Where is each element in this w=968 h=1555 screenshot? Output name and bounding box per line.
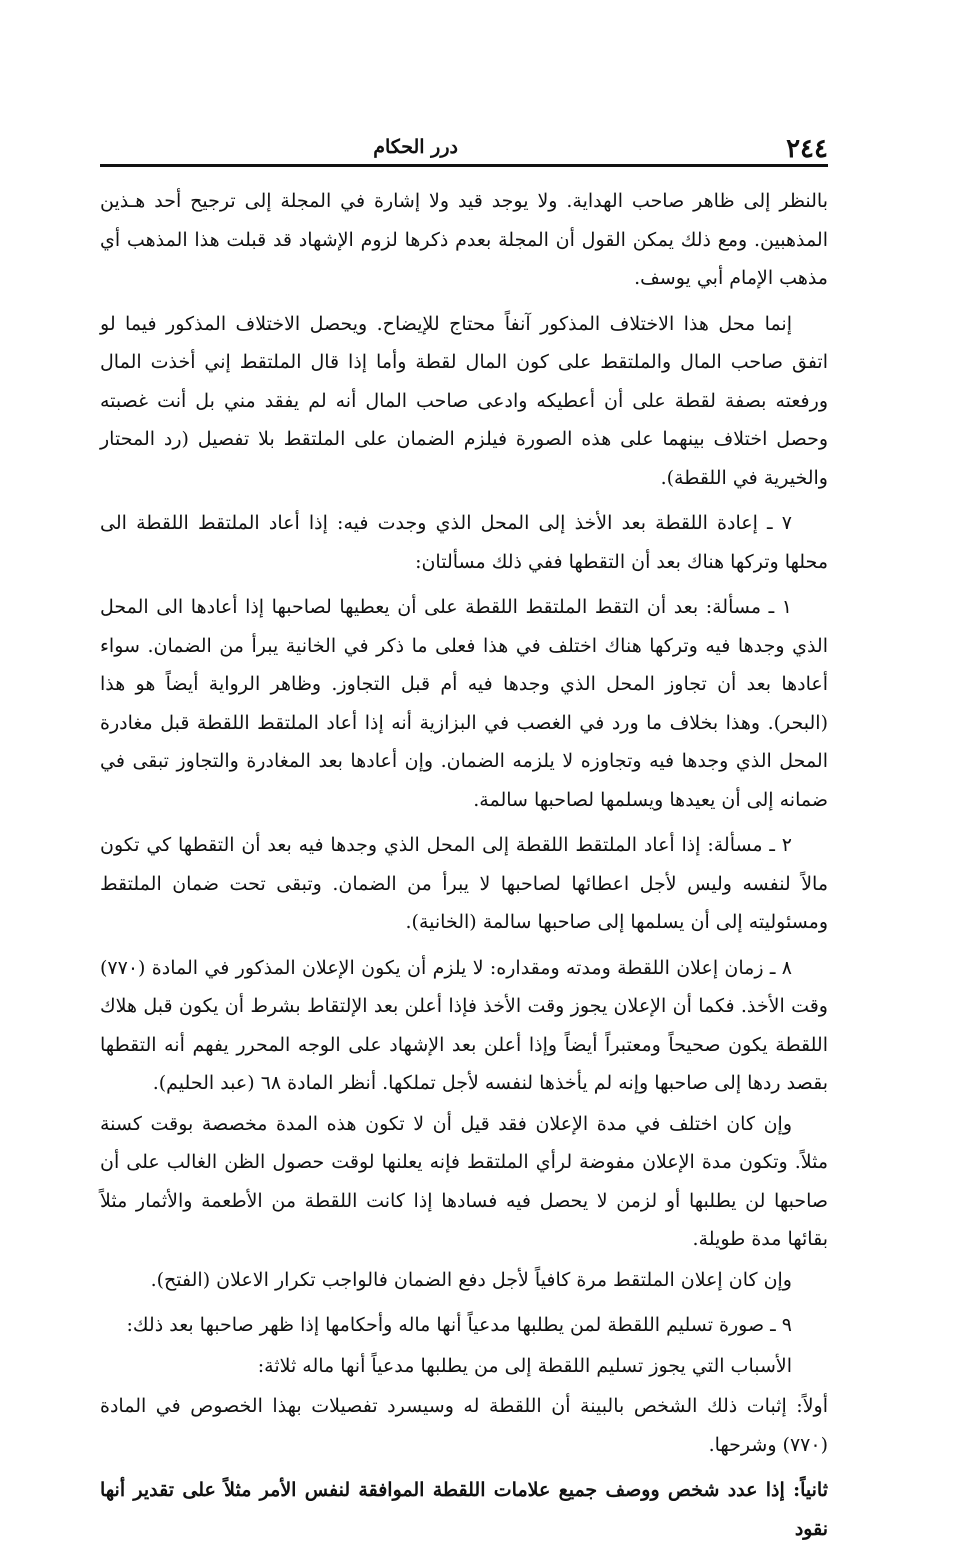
paragraph-issue-1: ١ ـ مسألة: بعد أن التقط الملتقط اللقطة على أن يعطيها لصاحبها إذا أعادها الى المحل الذي وجدها فيه وتركها هناك اختلف في هذا فعلى ما ذكر في الخانية يبرأ من الضمان. سواء أعادها بعد أن تجاوز المحل الذي وجدها فيه أم قبل التجاوز. وظاهر الرواية أيضاً هو هذا (البحر). وهذا بخلاف ما ورد في الغصب في البزازية أنه إذا أعاد الملتقط اللقطة قبل مغادرة المحل الذي وجدها فيه وتجاوزه لا يلزمه الضمان. وإن أعادها بعد المغادرة والتجاوز تبقى في ضمانه إلى أن يعيدها ويسلمها لصاحبها سالمة. [100, 596, 829, 811]
page-body [100, 182, 828, 1555]
paragraph-second-reason: ثانياً: إذا عدد شخص ووصف جميع علامات اللقطة الموافقة لنفس الأمر مثلاً على تقدير أنها نقود [100, 1479, 828, 1540]
paragraph-first-reason: أولاً: إثبات ذلك الشخص بالبينة أن اللقطة له وسيسرد تفصيلات بهذا الخصوص في المادة (٧٧٠) وشرحها. [100, 1395, 828, 1456]
paragraph-continuation: بالنظر إلى ظاهر صاحب الهداية. ولا يوجد قيد ولا إشارة في المجلة إلى ترجيح أحد هـذين المذهبين. ومع ذلك يمكن القول أن المجلة بعدم ذكرها لزوم الإشهاد قد قبلت هذا المذهب أي مذهب الإمام أبي يوسف. [100, 190, 828, 289]
paragraph-issue-2: ٢ ـ مسألة: إذا أعاد الملتقط اللقطة إلى المحل الذي وجدها فيه بعد أن التقطها كي تكون مالاً لنفسه وليس لأجل اعطائها لصاحبها لا يبرأ من الضمان. وتبقى تحت ضمان الملتقط ومسئوليته إلى أن يسلمها إلى صاحبها سالمة (الخانية). [100, 834, 828, 933]
page-number: ٢٤٤ [786, 134, 828, 164]
paragraph-disagreement-location: إنما محل هذا الاختلاف المذكور آنفاً محتاج للإيضاح. ويحصل الاختلاف المذكور فيما لو اتفق صاحب المال والملتقط على كون المال لقطة وأما إذا قال الملتقط إني أخذت المال ورفعته بصفة لقطة على أن أعطيكه وادعى صاحب المال أنه لم يفقد مني بل أنت غصبته وحصل اختلاف بينهما على هذه الصورة فيلزم الضمان على الملتقط بلا تفصيل (رد المحتار والخيرية في اللقطة). [100, 312, 828, 489]
paragraph-section-8: ٨ ـ زمان إعلان اللقطة ومدته ومقداره: لا يلزم أن يكون الإعلان المذكور في المادة (٧٧٠) وقت الأخذ. فكما أن الإعلان يجوز وقت الأخذ فإذا أعلن بعد الإلتقاط بشرط أن يكون قبل هلاك اللقطة يكون صحيحاً ومعتبراً أيضاً وإذا أعلن بعد الإشهاد على الوجه المحرر يفهم أنه التقطها بقصد ردها إلى صاحبها وإنه لم يأخذها لنفسه لأجل تملكها. أنظر المادة ٦٨ (عبد الحليم). [100, 956, 828, 1094]
paragraph-announcement-period: وإن كان اختلف في مدة الإعلان فقد قيل أن لا تكون هذه المدة مخصصة بوقت كسنة مثلاً. وتكون مدة الإعلان مفوضة لرأي الملتقط فإنه يعلنها لوقت حصول الظن الغالب على أن صاحبها لن يطلبها أو لزمن لا يحصل فيه فسادها إذا كانت اللقطة من الأطعمة والأثمار مثلاً بقائها مدة طويلة. [100, 1112, 828, 1250]
page-header [100, 128, 828, 164]
running-title: درر الحكام [373, 136, 458, 158]
paragraph-section-9: ٩ ـ صورة تسليم اللقطة لمن يطلبها مدعياً أنها ماله وأحكامها إذا ظهر صاحبها بعد ذلك: [126, 1314, 792, 1336]
paragraph-section-7: ٧ ـ إعادة اللقطة بعد الأخذ إلى المحل الذي وجدت فيه: إذا أعاد الملتقط اللقطة الى محلها وتركها هناك بعد أن التقطها ففي ذلك مسألتان: [100, 512, 828, 573]
header-rule [100, 164, 828, 167]
paragraph-reasons-intro: الأسباب التي يجوز تسليم اللقطة إلى من يطلبها مدعياً أنها ماله ثلاثة: [257, 1354, 792, 1377]
paragraph-repeat-announcement: وإن كان إعلان الملتقط مرة كافياً لأجل دفع الضمان فالواجب تكرار الاعلان (الفتح). [150, 1268, 792, 1291]
